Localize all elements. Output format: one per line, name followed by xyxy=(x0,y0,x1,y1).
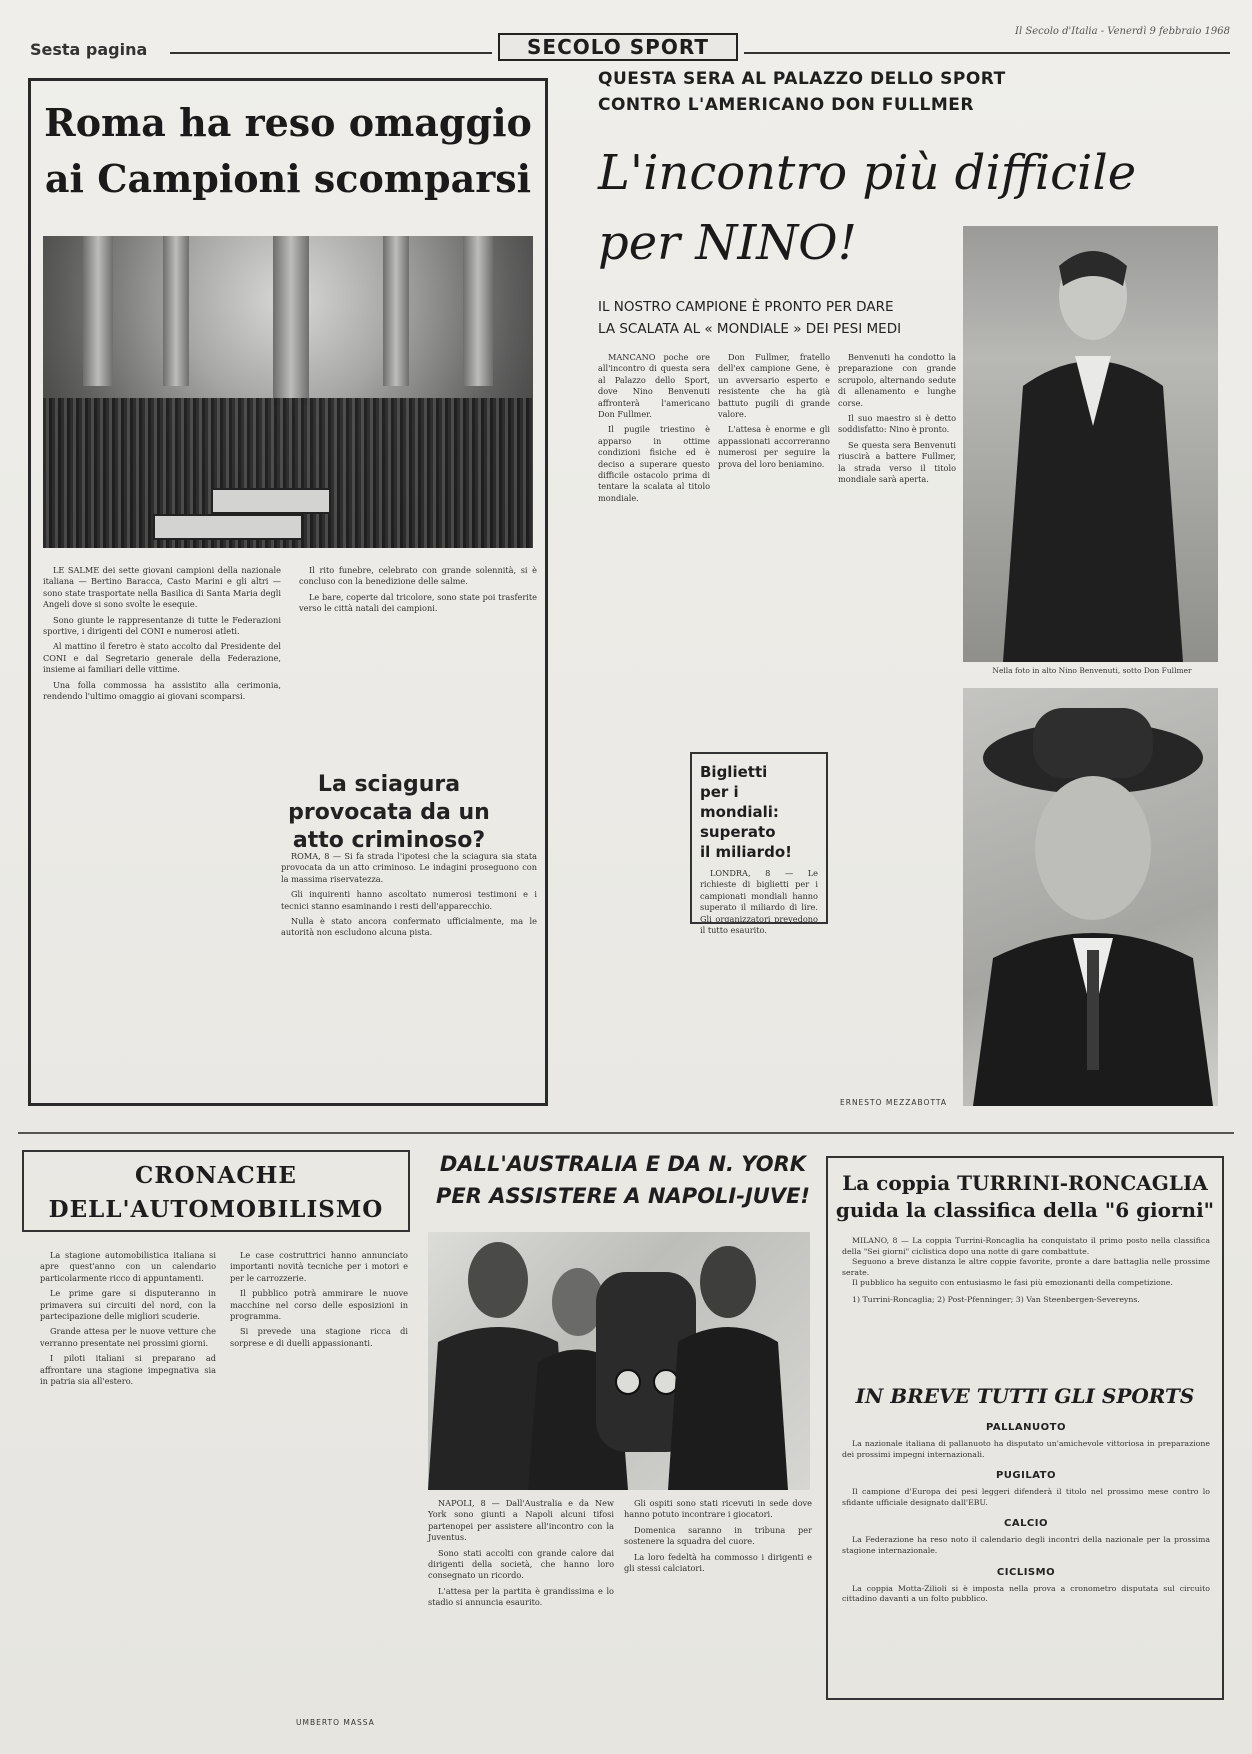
story-roma-box xyxy=(28,78,548,1106)
paragraph: La Federazione ha reso noto il calendario degli incontri della nazionale per la prossima stagione internazionale. xyxy=(842,1535,1210,1555)
paragraph: La stagione automobilistica italiana si apre quest'anno con un calendario particolarmente ricco di appuntamenti. xyxy=(40,1250,216,1283)
paragraph: Si prevede una stagione ricca di sorprese e di duelli appassionanti. xyxy=(230,1326,408,1348)
header-rule-right xyxy=(744,52,1230,54)
paragraph: NAPOLI, 8 — Dall'Australia e da New York sono giunti a Napoli alcuni tifosi partenopei per assistere all'incontro con la Juventus. xyxy=(428,1498,614,1543)
cronache-col1 xyxy=(40,1250,216,1391)
paragraph: La nazionale italiana di pallanuoto ha disputato un'amichevole vittoriosa in preparazione dei prossimi impegni internazionali. xyxy=(842,1439,1210,1459)
paragraph: La loro fedeltà ha commosso i dirigenti e gli stessi calciatori. xyxy=(624,1551,812,1574)
biglietti-body: LONDRA, 8 — Le richieste di biglietti per i campionati mondiali hanno superato il miliardo di lire. Gli organizzatori prevedono il tutto esaurito. xyxy=(700,868,818,936)
napoli-col2 xyxy=(624,1498,812,1578)
biglietti-headline: Biglietti per i mondiali: superato il miliardo! xyxy=(700,763,792,861)
section-divider xyxy=(18,1132,1234,1134)
story-nino-col3 xyxy=(838,352,956,489)
paragraph: Se questa sera Benvenuti riuscirà a battere Fullmer, la strada verso il titolo mondiale sarà aperta. xyxy=(838,439,956,485)
sport-heading-calcio: CALCIO xyxy=(1003,1518,1048,1530)
biglietti-box xyxy=(690,752,828,936)
paragraph: Al mattino il feretro è stato accolto dal Presidente del CONI e dal Segretario generale della Federazione, insieme ai familiari delle vittime. xyxy=(43,641,281,675)
story-nino-col2 xyxy=(718,352,830,474)
in-breve-headline: IN BREVE TUTTI GLI SPORTS xyxy=(855,1384,1195,1408)
cronache-headline-line1: CRONACHE xyxy=(135,1162,297,1189)
story-nino-col1 xyxy=(598,352,710,508)
paragraph: Benvenuti ha condotto la preparazione con grande scrupolo, alternando sedute di allenamento e lunghe corse. xyxy=(838,352,956,408)
paragraph: Il campione d'Europa dei pesi leggeri difenderà il titolo nel prossimo mese contro lo sfidante ufficiale designato dall'EBU. xyxy=(842,1487,1210,1507)
paragraph: LE SALME dei sette giovani campioni della nazionale italiana — Bertino Baracca, Casto Marini e gli altri — sono state trasportate nella Basilica di Santa Maria degli Angeli dove si sono svolte le esequie. xyxy=(43,565,281,610)
story-coppia-headline: La coppia TURRINI-RONCAGLIA guida la classifica della "6 giorni" xyxy=(835,1171,1215,1222)
paragraph: Il rito funebre, celebrato con grande solennità, si è concluso con la benedizione delle salme. xyxy=(299,565,537,587)
benvenuti-photo xyxy=(963,226,1218,662)
story-roma-col1 xyxy=(43,565,281,706)
paragraph: Le bare, coperte dal tricolore, sono state poi trasferite verso le città natali dei campioni. xyxy=(299,591,537,614)
paragraph: Grande attesa per le nuove vetture che verranno presentate nei prossimi giorni. xyxy=(40,1326,216,1348)
sport-heading-ciclismo: CICLISMO xyxy=(996,1566,1056,1578)
paragraph: Sono giunte le rappresentanze di tutte le Federazioni sportive, i dirigenti del CONI e numerosi atleti. xyxy=(43,614,281,637)
photo-caption: Nella foto in alto Nino Benvenuti, sotto Don Fullmer xyxy=(992,666,1192,675)
cronache-byline: UMBERTO MASSA xyxy=(296,1718,375,1727)
sport-heading-pallanuoto: PALLANUOTO xyxy=(986,1422,1066,1433)
paragraph: MILANO, 8 — La coppia Turrini-Roncaglia ha conquistato il primo posto nella classifica della "Sei giorni" ciclistica dopo una notte di gare combattute. xyxy=(842,1236,1210,1256)
fullmer-photo xyxy=(963,688,1218,1106)
paragraph: Il pubblico potrà ammirare le nuove macchine nel corso delle esposizioni in programma. xyxy=(230,1288,408,1322)
story-sciagura-headline: La sciagura provocata da un atto criminoso? xyxy=(288,772,490,853)
section-label: Sesta pagina xyxy=(30,40,148,59)
story-nino-byline: ERNESTO MEZZABOTTA xyxy=(840,1098,948,1107)
standings: 1) Turrini-Roncaglia; 2) Post-Pfenninger; 3) Van Steenbergen-Severeyns. xyxy=(852,1294,1140,1304)
paragraph: L'attesa per la partita è grandissima e lo stadio si annuncia esaurito. xyxy=(428,1585,614,1608)
paragraph: ROMA, 8 — Si fa strada l'ipotesi che la sciagura sia stata provocata da un atto criminoso. Le indagini proseguono con la massima riservatezza. xyxy=(281,851,537,884)
napoli-col1 xyxy=(428,1498,614,1613)
paragraph: Le prime gare si disputeranno in primavera sui circuiti del nord, con la partecipazione delle migliori scuderie. xyxy=(40,1288,216,1322)
paragraph: L'attesa è enorme e gli appassionati accorreranno numerosi per seguire la prova del loro beniamino. xyxy=(718,424,830,469)
paragraph: La coppia Motta-Zilioli si è imposta nella prova a cronometro disputata sul circuito cittadino davanti a un folto pubblico. xyxy=(842,1583,1210,1604)
paragraph: Il pugile triestino è apparso in ottime condizioni fisiche ed è deciso a superare questo difficile ostacolo prima di tentare la scalata al titolo mondiale. xyxy=(598,424,710,503)
paragraph: Don Fullmer, fratello dell'ex campione Gene, è un avversario esperto e resistente che ha già battuto pugili di grande valore. xyxy=(718,352,830,420)
section-banner: SECOLO SPORT xyxy=(498,33,738,61)
story-roma-headline: Roma ha reso omaggio ai Campioni scomparsi xyxy=(44,100,532,201)
in-breve-sections xyxy=(842,1412,1210,1605)
paragraph: Le case costruttrici hanno annunciato importanti novità tecniche per i motori e per le carrozzerie. xyxy=(230,1250,408,1283)
napoli-fans-photo xyxy=(428,1232,810,1490)
story-nino-deck: IL NOSTRO CAMPIONE È PRONTO PER DARE LA SCALATA AL « MONDIALE » DEI PESI MEDI xyxy=(598,299,902,337)
paragraph: Domenica saranno in tribuna per sostenere la squadra del cuore. xyxy=(624,1524,812,1547)
paragraph: Nulla è stato ancora confermato ufficialmente, ma le autorità non escludono alcuna pista. xyxy=(281,916,537,938)
paragraph: I piloti italiani si preparano ad affrontare una stagione impegnativa sia in patria sia all'estero. xyxy=(40,1353,216,1387)
story-nino-headline: L'incontro più difficile per NINO! xyxy=(598,145,1137,271)
paragraph: Seguono a breve distanza le altre coppie favorite, pronte a dare battaglia nelle prossime serate. xyxy=(842,1257,1210,1277)
paragraph: Una folla commossa ha assistito alla cerimonia, rendendo l'ultimo omaggio ai giovani scomparsi. xyxy=(43,679,281,702)
story-coppia-body xyxy=(842,1236,1210,1306)
cronache-col2 xyxy=(230,1250,408,1353)
paragraph: Gli inquirenti hanno ascoltato numerosi testimoni e i tecnici stanno esaminando i resti dell'apparecchio. xyxy=(281,889,537,911)
paragraph: Il pubblico ha seguito con entusiasmo le fasi più emozionanti della competizione. xyxy=(852,1278,1173,1288)
story-sciagura-body xyxy=(281,851,537,943)
story-roma-col2 xyxy=(299,565,537,619)
paragraph: Sono stati accolti con grande calore dai dirigenti della società, che hanno loro consegnato un ricordo. xyxy=(428,1547,614,1581)
paragraph: Gli ospiti sono stati ricevuti in sede dove hanno potuto incontrare i giocatori. xyxy=(624,1498,812,1520)
story-napoli-headline: DALL'AUSTRALIA E DA N. YORK PER ASSISTERE A NAPOLI-JUVE! xyxy=(436,1152,810,1208)
paragraph: MANCANO poche ore all'incontro di questa sera al Palazzo dello Sport, dove Nino Benvenuti affronterà l'americano Don Fullmer. xyxy=(598,352,710,420)
cronache-headline-line2: DELL'AUTOMOBILISMO xyxy=(48,1196,384,1223)
sport-heading-pugilato: PUGILATO xyxy=(995,1470,1057,1482)
church-funeral-photo xyxy=(43,236,533,548)
story-nino-kicker: QUESTA SERA AL PALAZZO DELLO SPORT CONTRO L'AMERICANO DON FULLMER xyxy=(598,69,1006,115)
header-rule-left xyxy=(170,52,492,54)
paragraph: Il suo maestro si è detto soddisfatto: Nino è pronto. xyxy=(838,413,956,435)
cronache-headline-box xyxy=(22,1150,410,1232)
story-coppia-box xyxy=(826,1156,1224,1700)
masthead-date: Il Secolo d'Italia - Venerdì 9 febbraio 1968 xyxy=(1015,26,1230,37)
